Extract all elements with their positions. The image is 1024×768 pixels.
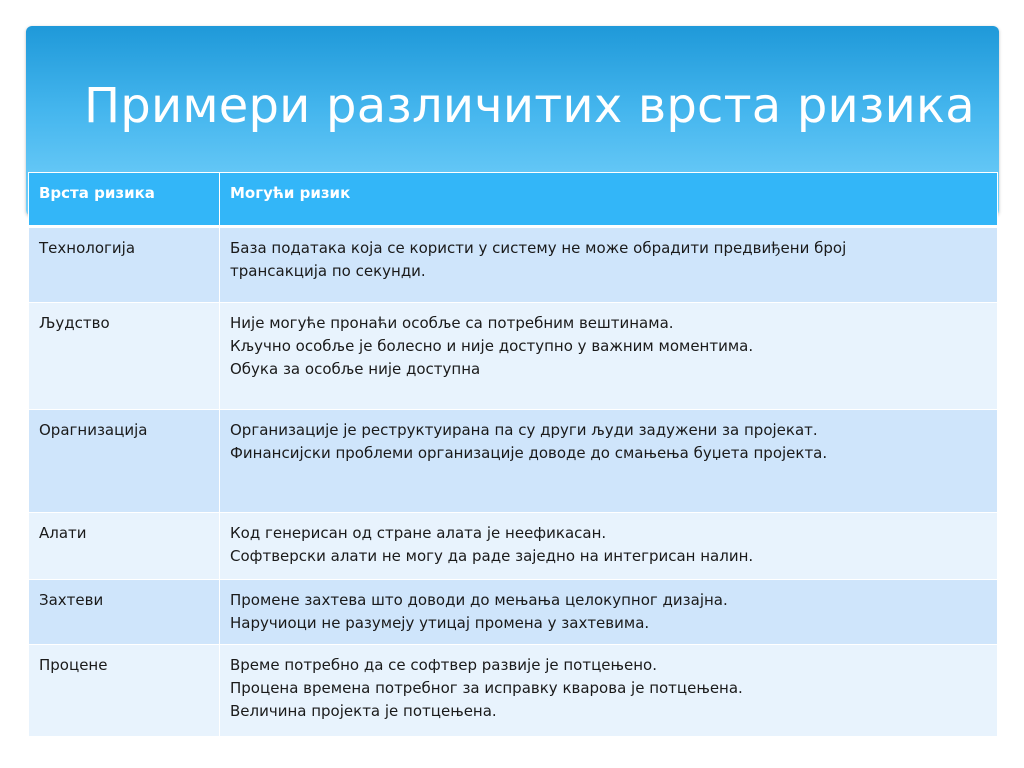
header-risk-type: Врста ризика [29, 173, 220, 227]
table-row [29, 580, 998, 645]
risk-line: База података која се користи у систему не може обрадити предвиђени број [230, 239, 847, 257]
slide-title: Примери различитих врста ризика [84, 78, 975, 134]
risk-line: Процена времена потребног за исправку кварова је потцењена. [230, 679, 743, 697]
header-row [29, 173, 998, 227]
table-row [29, 303, 998, 410]
table-header [29, 173, 998, 227]
risk-type-cell: Људство [29, 303, 220, 410]
risk-line: Организације је реструктуирана па су други људи задужени за пројекат. [230, 421, 818, 439]
risk-line: Код генерисан од стране алата је неефикасан. [230, 524, 607, 542]
risk-type-cell: Алати [29, 513, 220, 580]
risk-line: Софтверски алати не могу да раде заједно на интегрисан налин. [230, 547, 754, 565]
risk-type-cell: Орагнизација [29, 410, 220, 513]
risk-line: Обука за особље није доступна [230, 360, 481, 378]
table-row [29, 410, 998, 513]
risk-line: Наручиоци не разумеју утицај промена у захтевима. [230, 614, 650, 632]
table-row [29, 645, 998, 737]
risk-table-container [28, 172, 997, 737]
risk-table [28, 172, 998, 737]
table-row [29, 227, 998, 303]
risk-description-cell [220, 645, 998, 737]
risk-line: Време потребно да се софтвер развије је потцењено. [230, 656, 657, 674]
risk-description-cell [220, 227, 998, 303]
risk-description-cell [220, 303, 998, 410]
risk-type-cell: Процене [29, 645, 220, 737]
risk-type-cell: Технологија [29, 227, 220, 303]
risk-line: Кључно особље је болесно и није доступно у важним моментима. [230, 337, 754, 355]
risk-line: Промене захтева што доводи до мењања целокупног дизајна. [230, 591, 728, 609]
risk-line: Финансијски проблеми организације доводе до смањења буџета пројекта. [230, 444, 828, 462]
risk-description-cell [220, 410, 998, 513]
risk-description-cell [220, 580, 998, 645]
risk-line: трансакција по секунди. [230, 262, 426, 280]
table-body [29, 227, 998, 737]
risk-line: Величина пројекта је потцењена. [230, 702, 497, 720]
risk-description-cell [220, 513, 998, 580]
risk-line: Није могуће пронаћи особље са потребним вештинама. [230, 314, 674, 332]
risk-type-cell: Захтеви [29, 580, 220, 645]
header-possible-risk: Могући ризик [220, 173, 998, 227]
table-row [29, 513, 998, 580]
